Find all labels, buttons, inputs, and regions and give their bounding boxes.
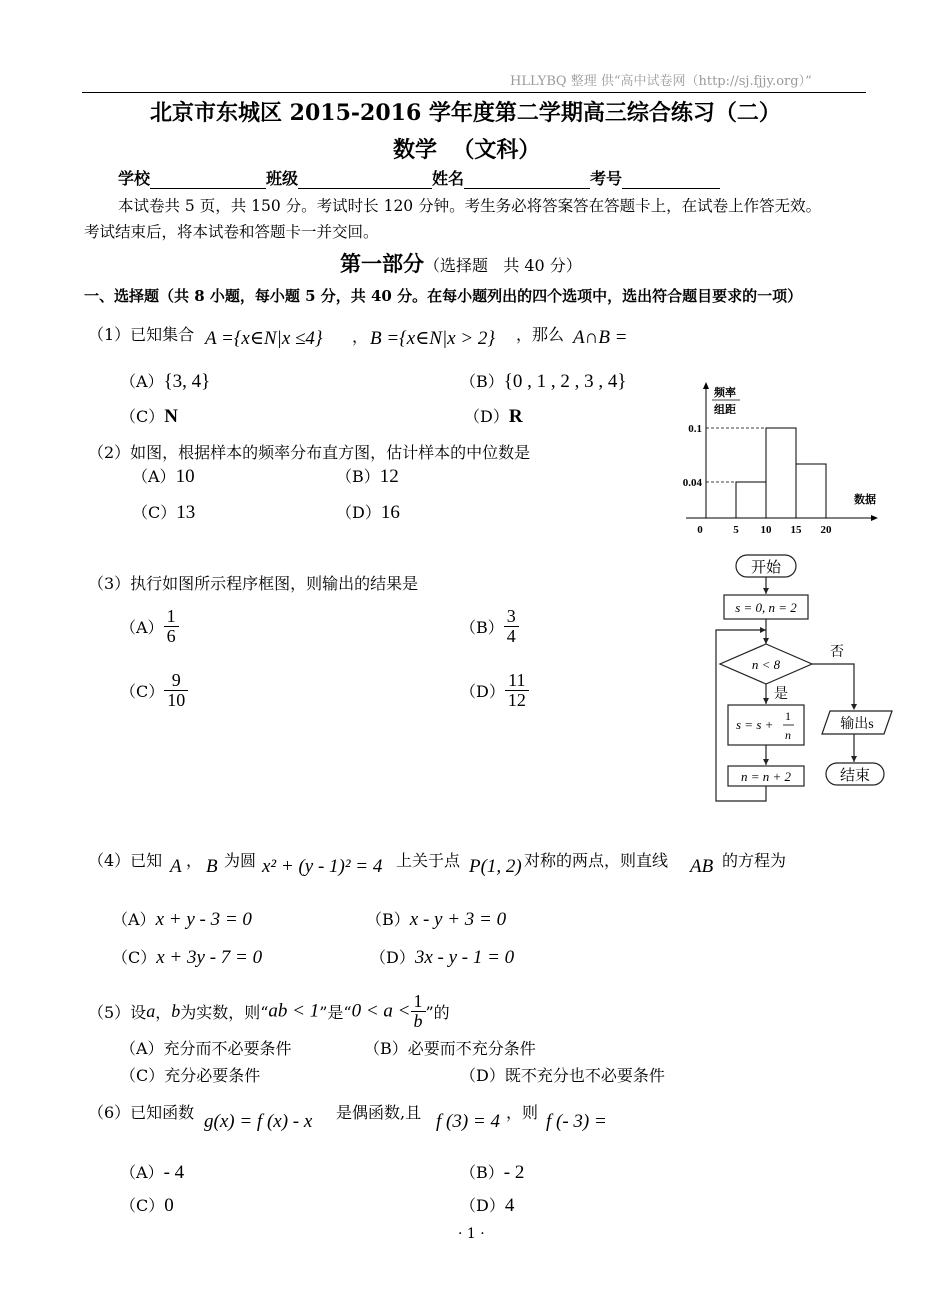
header-rule (82, 92, 866, 93)
init-label: s = 0, n = 2 (735, 600, 797, 615)
option-label: （C） (120, 1196, 165, 1215)
q4-text-1: 为圆 (224, 851, 257, 870)
q6-stem: （6）已知函数 (88, 1103, 195, 1122)
q5-text-2: ”是“ (319, 1002, 352, 1022)
option-label: （C） (112, 948, 157, 967)
update-s-numerator: 1 (785, 709, 791, 723)
option-value: {3, 4} (163, 371, 211, 392)
arrow-head (763, 698, 769, 704)
end-label: 结束 (839, 768, 871, 784)
option-label: （D） (336, 503, 381, 522)
program-flowchart (706, 548, 906, 810)
q6-ask: f (- 3) = (546, 1111, 607, 1132)
option-fraction (164, 671, 188, 710)
page-number: · 1 · (458, 1226, 485, 1242)
option-value: 10 (175, 466, 195, 487)
part1-heading (340, 248, 582, 278)
option-label: （C） (120, 407, 165, 426)
option-label: （D） (370, 948, 415, 967)
numerator: 9 (164, 671, 188, 691)
frequency-histogram (668, 380, 900, 542)
name-label: 姓名 (432, 169, 465, 188)
option-label: （D） (464, 407, 509, 426)
q2-option-c[interactable] (132, 500, 195, 524)
q1-stem (88, 322, 194, 345)
q5-text-3: ”的 (425, 1002, 450, 1022)
output-label: 输出s (840, 717, 874, 732)
q4-circle-equation: x² + (y - 1)² = 4 (262, 856, 383, 877)
numerator: 11 (505, 671, 529, 691)
q5-condition-2: 0 < a < (351, 1000, 411, 1022)
y-axis-label-top: 频率 (714, 387, 736, 399)
q2-option-b[interactable] (336, 464, 399, 488)
q1-then: ，那么 (516, 325, 565, 344)
school-label: 学校 (118, 169, 151, 188)
arrow-head (851, 756, 857, 762)
denominator: 10 (167, 689, 186, 710)
q5-var-b: b (171, 1000, 181, 1021)
option-value: 12 (379, 466, 399, 487)
q4-text-2: 上关于点 (396, 851, 461, 870)
option-label: （A） (132, 467, 176, 486)
y-axis-arrow (703, 382, 709, 389)
q6-function: g(x) = f (x) - x (204, 1111, 313, 1132)
q1-set-a: A ={x∈N|x ≤4} (205, 328, 323, 349)
option-value: - 4 (163, 1162, 185, 1183)
page-subtitle: 数学 （文科） (393, 137, 541, 163)
q5-option-d[interactable]: （D）既不充分也不必要条件 (460, 1066, 665, 1085)
start-label: 开始 (750, 560, 782, 576)
q3-option-a[interactable] (120, 607, 179, 646)
numerator: 1 (164, 607, 179, 627)
q5-option-b[interactable]: （B）必要而不充分条件 (364, 1039, 536, 1058)
class-blank[interactable] (298, 172, 432, 189)
number-blank[interactable] (622, 172, 720, 189)
q3-stem: （3）执行如图所示程序框图，则输出的结果是 (88, 574, 419, 593)
q1-option-b[interactable] (460, 369, 627, 393)
histogram-bar (736, 482, 766, 518)
q4-point-p: P(1, 2) (469, 856, 522, 877)
arrow-head (760, 627, 766, 633)
option-label: （B） (460, 617, 504, 637)
y-tick-label: 0.1 (688, 423, 702, 435)
denominator: 4 (506, 625, 516, 646)
q4-option-b[interactable] (366, 907, 506, 931)
option-label: （D） (460, 1196, 505, 1215)
q5-stem-text: （5）设 (88, 1002, 147, 1022)
option-value: 4 (504, 1195, 515, 1216)
option-value: 3x - y - 1 = 0 (414, 947, 515, 968)
q5-fraction (411, 992, 426, 1031)
option-label: （B） (366, 910, 410, 929)
q2-option-d[interactable] (336, 500, 400, 524)
q1-option-a[interactable] (120, 369, 210, 393)
option-value: 13 (176, 502, 196, 523)
histogram-bar (796, 464, 826, 518)
q5-option-a[interactable]: （A）充分而不必要条件 (120, 1039, 292, 1058)
part1-title: 第一部分 (340, 251, 424, 276)
option-label: （A） (120, 372, 164, 391)
x-tick-label: 15 (790, 524, 802, 536)
q5-var-a: a (146, 1000, 156, 1021)
option-label: （A） (112, 910, 156, 929)
option-value: x - y + 3 = 0 (409, 909, 507, 930)
q4-text-4: 的方程为 (722, 851, 787, 870)
y-tick-label: 0.04 (682, 477, 702, 489)
option-label: （C） (132, 503, 177, 522)
q4-option-c[interactable] (112, 945, 262, 969)
q4-point-a: A (170, 856, 182, 877)
x-tick-label: 0 (697, 524, 703, 536)
arrow-head (851, 704, 857, 710)
watermark: HLLYBQ 整理 供“高中试卷网（http://sj.fjjy.org）” (510, 74, 812, 89)
q6-text-2: ，则 (506, 1103, 539, 1122)
instructions-line2: 考试结束后，将本试卷和答题卡一并交回。 (84, 223, 379, 241)
update-n-label: n = n + 2 (740, 769, 792, 784)
q5-option-c[interactable]: （C）充分必要条件 (120, 1066, 261, 1085)
q4-sep: ， (186, 851, 203, 870)
option-label: （B） (336, 467, 380, 486)
update-s-denominator: n (785, 728, 791, 742)
numerator: 3 (504, 607, 519, 627)
q4-option-a[interactable] (112, 907, 252, 931)
q5-comma: ， (155, 1002, 172, 1022)
q4-text-3: 对称的两点，则直线 (524, 851, 669, 870)
option-value: x + 3y - 7 = 0 (156, 947, 263, 968)
option-label: （A） (120, 617, 164, 637)
x-tick-label: 5 (733, 524, 739, 536)
q6-option-c[interactable] (120, 1193, 174, 1217)
denominator: 12 (507, 689, 526, 710)
yes-label: 是 (774, 687, 788, 702)
option-value: N (164, 406, 178, 427)
denominator: b (413, 1010, 423, 1031)
option-value: R (508, 406, 523, 427)
q6-option-a[interactable] (120, 1160, 184, 1184)
option-fraction (164, 607, 179, 646)
x-tick-label: 20 (820, 524, 832, 536)
x-axis-label: 数据 (854, 494, 876, 506)
option-value: 0 (164, 1195, 174, 1216)
q1-sep: ， (352, 327, 369, 346)
page-title: 北京市东城区 2015-2016 学年度第二学期高三综合练习（二） (150, 100, 781, 126)
q5-condition-1: ab < 1 (268, 1000, 320, 1022)
option-value: 16 (380, 502, 400, 523)
part1-note: （选择题 共 40 分） (424, 256, 582, 275)
option-label: （A） (120, 1163, 164, 1182)
instructions-line1: 本试卷共 5 页，共 150 分。考试时长 120 分钟。考生务必将答案答在答题卡上，在试卷上作答无效。 (118, 197, 822, 215)
class-label: 班级 (266, 169, 299, 188)
name-blank[interactable] (464, 172, 590, 189)
q1-option-d[interactable] (464, 404, 523, 428)
condition-label: n < 8 (751, 657, 781, 672)
q4-line-ab: AB (690, 856, 714, 877)
q6-option-b[interactable] (460, 1160, 524, 1184)
q1-stem-text: （1）已知集合 (88, 325, 195, 344)
q3-option-d[interactable] (460, 671, 529, 710)
section1-heading: 一、选择题（共 8 小题，每小题 5 分，共 40 分。在每小题列出的四个选项中，选出符合题目要求的一项） (84, 287, 803, 305)
no-branch-edge (812, 664, 854, 708)
option-value: - 2 (503, 1162, 525, 1183)
number-label: 考号 (590, 169, 623, 188)
q6-text-1: 是偶函数,且 (336, 1103, 422, 1122)
q6-given: f (3) = 4 (436, 1111, 501, 1132)
option-label: （B） (460, 1163, 504, 1182)
q1-option-c[interactable] (120, 404, 178, 428)
q5-stem (88, 992, 450, 1031)
option-value: x + y - 3 = 0 (155, 909, 252, 930)
arrow-head (763, 638, 769, 644)
q1-expr: A∩B = (573, 327, 628, 348)
option-value: {0 , 1 , 2 , 3 , 4} (503, 371, 627, 392)
arrow-head (763, 588, 769, 594)
q5-text-1: 为实数，则“ (180, 1002, 269, 1022)
q3-option-c[interactable] (120, 671, 188, 710)
q4-point-b: B (206, 856, 218, 877)
option-label: （D） (460, 681, 505, 701)
option-label: （C） (120, 681, 165, 701)
q4-option-d[interactable] (370, 945, 514, 969)
school-blank[interactable] (150, 172, 266, 189)
q1-set-b: B ={x∈N|x > 2} (370, 328, 496, 349)
q3-option-b[interactable] (460, 607, 519, 646)
q4-stem: （4）已知 (88, 851, 163, 870)
option-fraction (504, 607, 519, 646)
q6-option-d[interactable] (460, 1193, 514, 1217)
no-label: 否 (830, 645, 844, 660)
histogram-bar (766, 428, 796, 518)
student-fields (118, 166, 720, 189)
q2-stem: （2）如图，根据样本的频率分布直方图，估计样本的中位数是 (88, 443, 531, 462)
update-s-label: s = s + (736, 717, 774, 732)
q2-option-a[interactable] (132, 464, 195, 488)
arrow-head (763, 759, 769, 765)
denominator: 6 (166, 625, 176, 646)
x-tick-label: 10 (760, 524, 772, 536)
numerator: 1 (411, 992, 426, 1012)
option-label: （B） (460, 372, 504, 391)
x-axis-arrow (871, 515, 878, 521)
option-fraction (505, 671, 529, 710)
y-axis-label-bottom: 组距 (714, 404, 736, 416)
